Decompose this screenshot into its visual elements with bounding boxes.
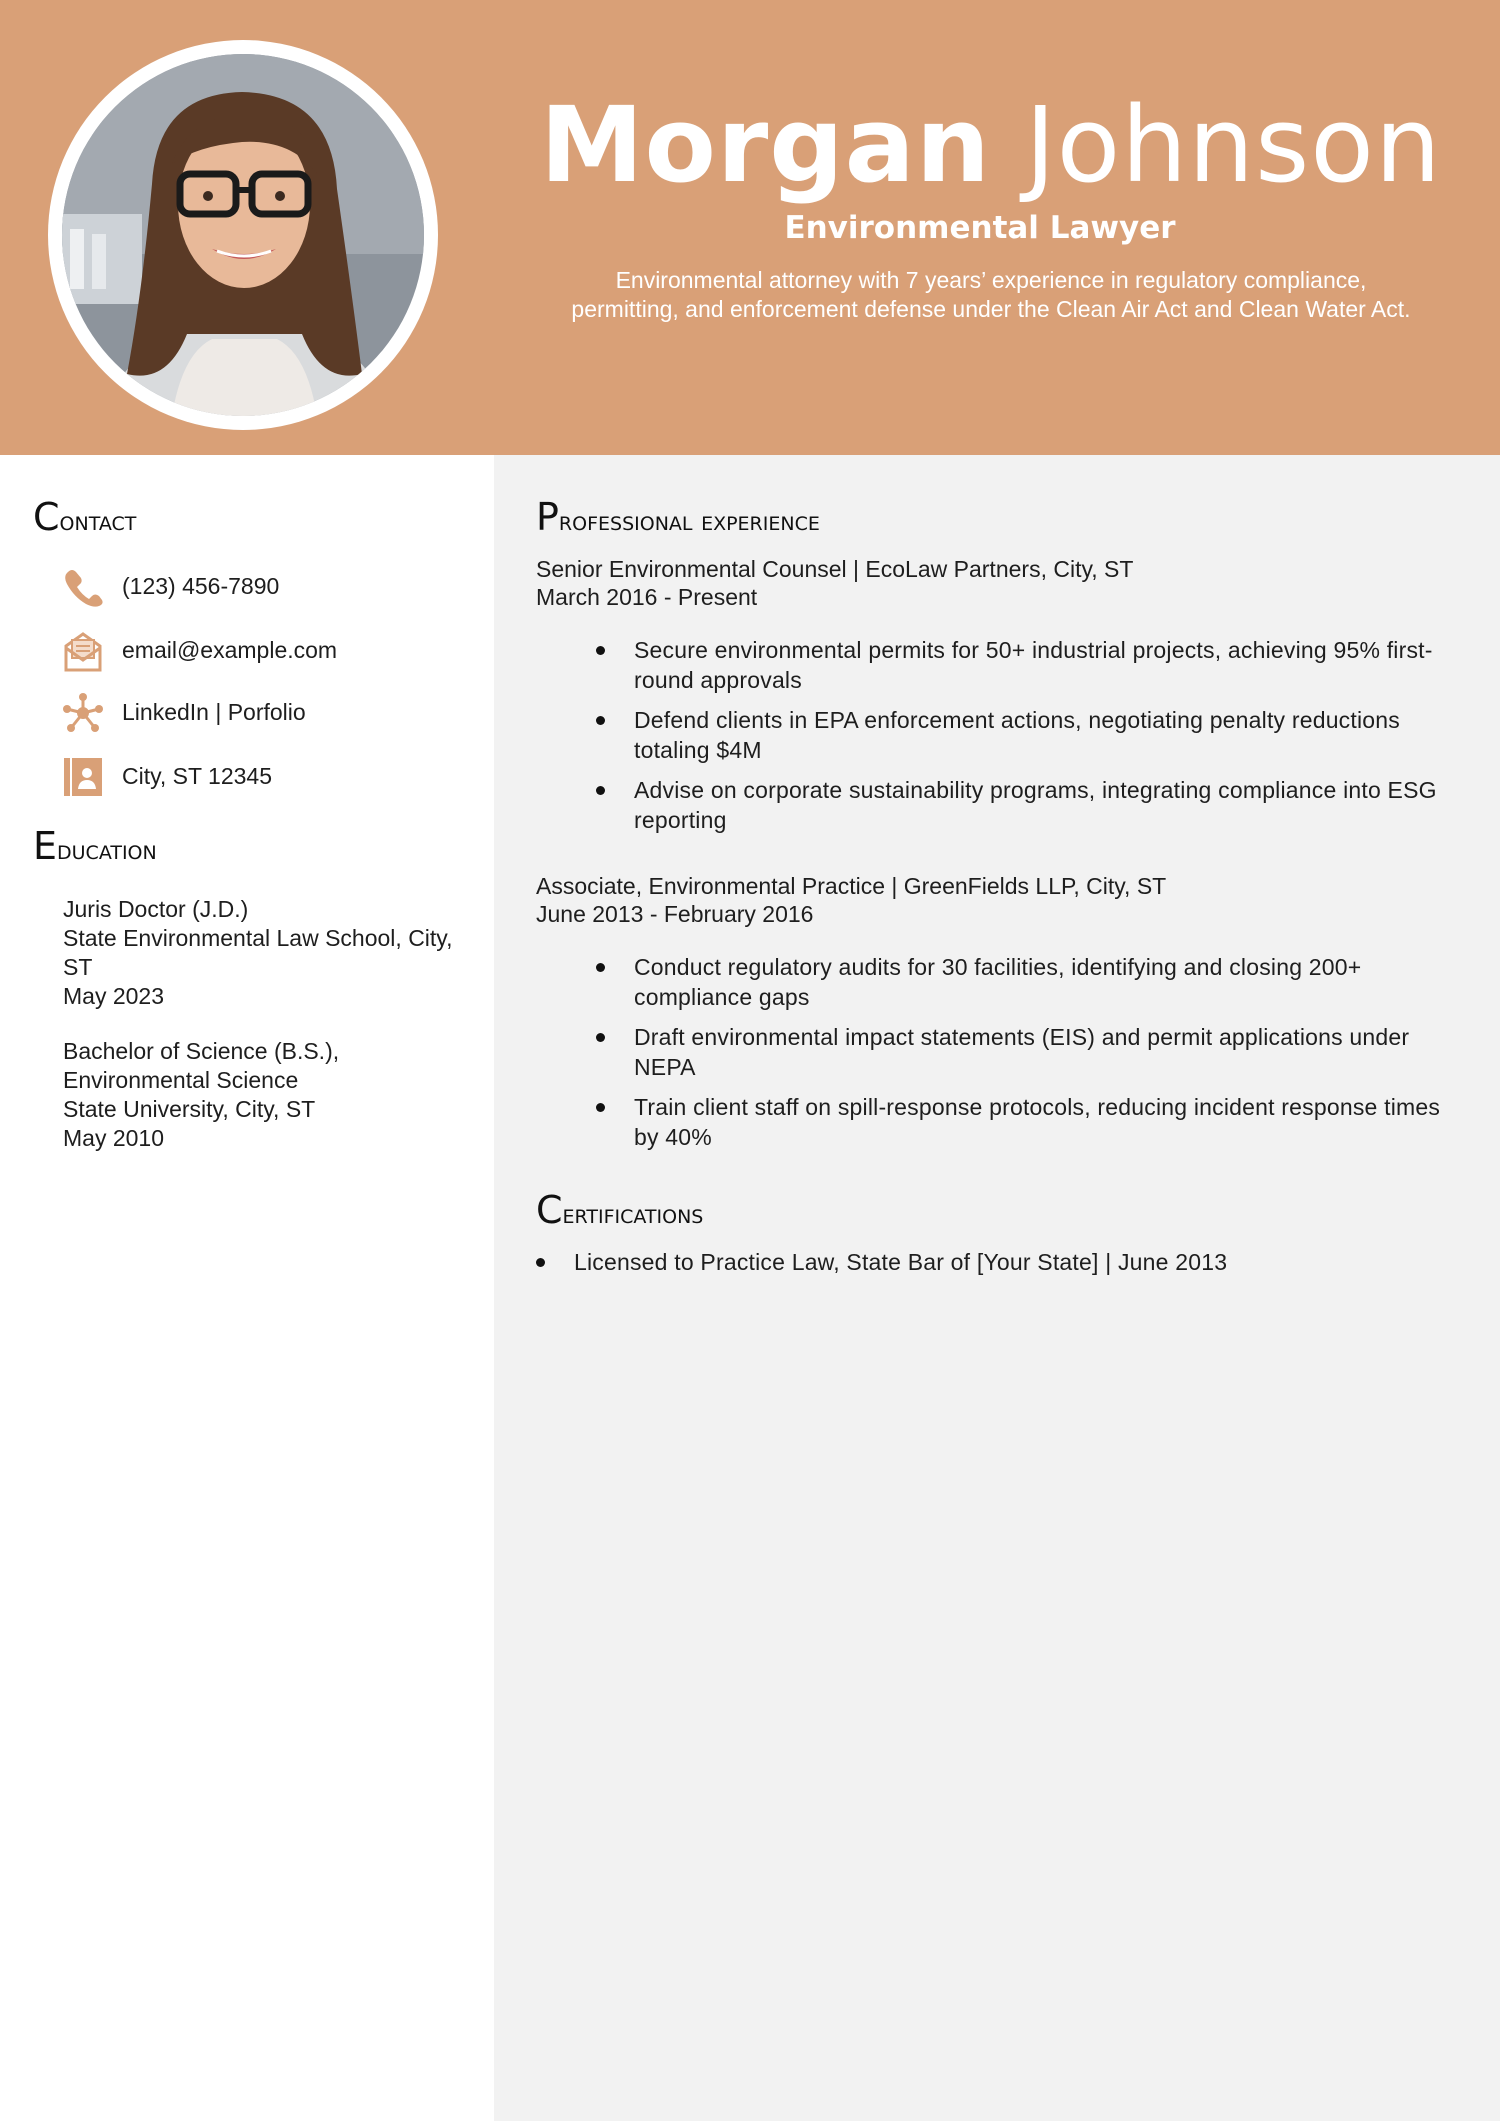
city-state-zip: City, ST 12345: [122, 763, 273, 789]
candidate-name: [540, 84, 1442, 206]
certifications-heading-rest: ertifications: [562, 1199, 704, 1230]
education-entry: [63, 1037, 383, 1153]
contact-phone: [62, 562, 462, 610]
certifications-heading-initial: C: [536, 1188, 563, 1232]
job-title: Environmental Lawyer: [784, 210, 1176, 246]
education-heading-rest: ducation: [57, 835, 157, 866]
profile-photo: [62, 54, 424, 416]
experience-heading-initial: P: [536, 495, 559, 539]
education-entry: [63, 895, 473, 1011]
contact-email: [62, 626, 462, 674]
school: State University, City, ST: [63, 1096, 316, 1122]
job-achievements: [536, 635, 1466, 835]
profile-summary: Environmental attorney with 7 years’ experience in regulatory compliance, permitting, and enforcement defense under the Clean Air Act and Clean Water Act.: [571, 267, 1411, 322]
linkedin-portfolio-links[interactable]: LinkedIn | Porfolio: [122, 699, 306, 725]
job-role: Senior Environmental Counsel | EcoLaw Partners, City, ST: [536, 556, 1134, 582]
education-heading: [33, 826, 157, 871]
certifications-heading: [536, 1190, 703, 1235]
achievement-item: Secure environmental permits for 50+ industrial projects, achieving 95% first-round approvals: [536, 635, 1466, 695]
degree: Juris Doctor (J.D.): [63, 896, 249, 922]
experience-heading: [536, 497, 820, 542]
degree: Bachelor of Science (B.S.), Environmental Science: [63, 1038, 340, 1093]
contact-heading-initial: C: [33, 495, 60, 539]
job-entry: [536, 872, 1466, 1152]
certification-items: [536, 1247, 1466, 1277]
network-icon: [62, 692, 104, 734]
phone-number[interactable]: (123) 456-7890: [122, 573, 280, 599]
graduation-date: May 2023: [63, 983, 165, 1009]
certification-item: Licensed to Practice Law, State Bar of [Your State] | June 2013: [536, 1247, 1466, 1277]
graduation-date: May 2010: [63, 1125, 165, 1151]
experience-heading-rest: rofessional experience: [558, 506, 820, 537]
achievement-item: Defend clients in EPA enforcement actions, negotiating penalty reductions totaling $4M: [536, 705, 1466, 765]
achievement-item: Train client staff on spill-response protocols, reducing incident response times by 40%: [536, 1092, 1466, 1152]
phone-icon: [62, 566, 104, 608]
contact-heading: [33, 497, 136, 542]
envelope-icon: [62, 630, 104, 672]
profile-photo-frame: [48, 40, 438, 430]
contact-address: [62, 752, 462, 800]
school: State Environmental Law School, City, ST: [63, 925, 453, 980]
job-role: Associate, Environmental Practice | GreenFields LLP, City, ST: [536, 873, 1167, 899]
certifications-list: [536, 1247, 1466, 1277]
achievement-item: Draft environmental impact statements (EIS) and permit applications under NEPA: [536, 1022, 1466, 1082]
email-address[interactable]: email@example.com: [122, 637, 338, 663]
job-dates: June 2013 - February 2016: [536, 901, 814, 927]
address-card-icon: [62, 756, 104, 798]
achievement-item: Conduct regulatory audits for 30 facilities, identifying and closing 200+ compliance gaps: [536, 952, 1466, 1012]
job-dates: March 2016 - Present: [536, 584, 758, 610]
achievement-item: Advise on corporate sustainability programs, integrating compliance into ESG reporting: [536, 775, 1466, 835]
contact-heading-rest: ontact: [59, 506, 137, 537]
last-name: Johnson: [1024, 84, 1442, 206]
first-name: Morgan: [540, 84, 991, 206]
header-banner: [0, 0, 1500, 455]
contact-links: [62, 688, 462, 736]
job-achievements: [536, 952, 1466, 1152]
education-heading-initial: E: [33, 824, 58, 868]
job-entry: [536, 555, 1466, 835]
